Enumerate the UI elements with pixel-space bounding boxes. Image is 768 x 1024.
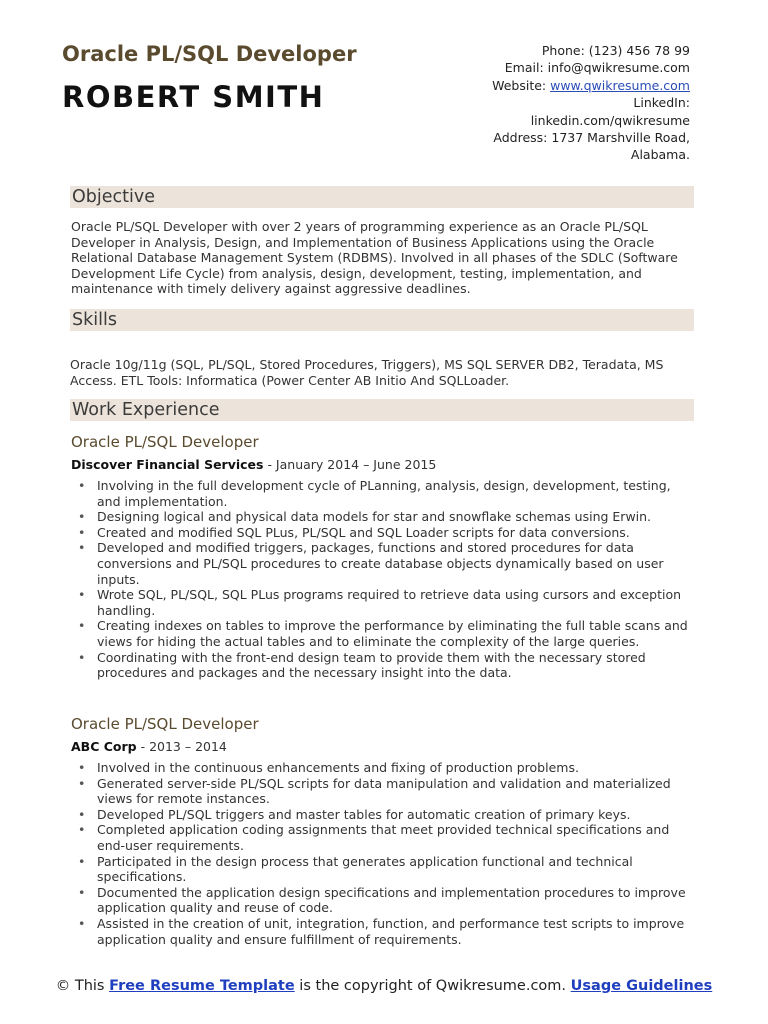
job-1-employer-line bbox=[71, 457, 436, 472]
contact-website bbox=[450, 77, 690, 94]
job-2-dates: - 2013 – 2014 bbox=[136, 739, 227, 754]
contact-website-label: Website: bbox=[492, 77, 551, 93]
footer-middle: is the copyright of Qwikresume.com. bbox=[294, 978, 571, 994]
objective-heading: Objective bbox=[70, 186, 694, 208]
list-item: • Completed application coding assignments that meet provided technical specifications and end-user requirements. bbox=[71, 822, 695, 853]
list-item: • Developed and modified triggers, packages, functions and stored procedures for data conversions and PL/SQL procedures to create database objects dynamically based on user inputs. bbox=[71, 540, 695, 587]
job-1-employer: Discover Financial Services bbox=[71, 457, 264, 472]
list-item: • Participated in the design process that generates application functional and technical specifications. bbox=[71, 854, 695, 885]
contact-block bbox=[450, 42, 690, 164]
objective-text: Oracle PL/SQL Developer with over 2 years of programming experience as an Oracle PL/SQL Developer in Analysis, Design, and Implementation of Business Applications using the Oracle Relational Database Management System (RDBMS). Involved in all phases of the SDLC (Software Development Life Cycle) from analysis, design, development, testing, implementation, and maintenance with timely delivery against aggressive deadlines. bbox=[71, 219, 678, 297]
list-item: • Wrote SQL, PL/SQL, SQL PLus programs required to retrieve data using cursors and exception handling. bbox=[71, 587, 695, 618]
list-item: • Involving in the full development cycle of PLanning, analysis, design, development, testing, and implementation. bbox=[71, 478, 695, 509]
skills-heading: Skills bbox=[70, 309, 694, 331]
contact-address-line2: Alabama. bbox=[630, 147, 690, 163]
website-link[interactable]: www.qwikresume.com bbox=[550, 77, 690, 93]
job-2-bullets bbox=[71, 760, 695, 947]
job-2-employer: ABC Corp bbox=[71, 739, 137, 754]
job-2-employer-line bbox=[71, 739, 227, 754]
candidate-name: ROBERT SMITH bbox=[62, 80, 325, 114]
list-item: • Coordinating with the front-end design team to provide them with the necessary stored procedures and packages and the necessary insight into the data. bbox=[71, 650, 695, 681]
list-item: • Creating indexes on tables to improve the performance by eliminating the full table scans and views for hiding the actual tables and to eliminate the complexity of the large queries. bbox=[71, 618, 695, 649]
list-item: • Assisted in the creation of unit, integration, function, and performance test scripts to improve application quality and ensure fulfillment of requirements. bbox=[71, 916, 695, 947]
usage-guidelines-link[interactable]: Usage Guidelines bbox=[570, 978, 713, 994]
list-item: • Created and modified SQL PLus, PL/SQL and SQL Loader scripts for data conversions. bbox=[71, 525, 695, 541]
footer-prefix: © This bbox=[55, 978, 110, 994]
resume-job-title: Oracle PL/SQL Developer bbox=[62, 42, 357, 66]
contact-linkedin-label: LinkedIn: bbox=[633, 95, 690, 111]
list-item: • Generated server-side PL/SQL scripts for data manipulation and validation and materialized views for remote instances. bbox=[71, 776, 695, 807]
contact-phone: Phone: (123) 456 78 99 bbox=[541, 43, 690, 58]
work-experience-heading: Work Experience bbox=[70, 399, 694, 421]
contact-email: Email: info@qwikresume.com bbox=[504, 60, 690, 76]
contact-linkedin-value: linkedin.com/qwikresume bbox=[530, 112, 690, 128]
list-item: • Involved in the continuous enhancements and fixing of production problems. bbox=[71, 760, 695, 776]
contact-address-line1: Address: 1737 Marshville Road, bbox=[493, 130, 690, 146]
list-item: • Developed PL/SQL triggers and master tables for automatic creation of primary keys. bbox=[71, 807, 695, 823]
list-item: • Documented the application design specifications and implementation procedures to improve application quality and reuse of code. bbox=[71, 885, 695, 916]
free-resume-template-link[interactable]: Free Resume Template bbox=[109, 978, 295, 994]
job-2-title: Oracle PL/SQL Developer bbox=[71, 715, 259, 733]
list-item: • Designing logical and physical data models for star and snowflake schemas using Erwin. bbox=[71, 509, 695, 525]
copyright-footer bbox=[0, 978, 768, 995]
job-1-bullets bbox=[71, 478, 695, 681]
job-1-dates: - January 2014 – June 2015 bbox=[263, 457, 437, 472]
job-1-title: Oracle PL/SQL Developer bbox=[71, 433, 259, 451]
skills-text: Oracle 10g/11g (SQL, PL/SQL, Stored Procedures, Triggers), MS SQL SERVER DB2, Teradata, MS Access. ETL Tools: Informatica (Power Center AB Initio And SQLLoader. bbox=[70, 357, 664, 388]
